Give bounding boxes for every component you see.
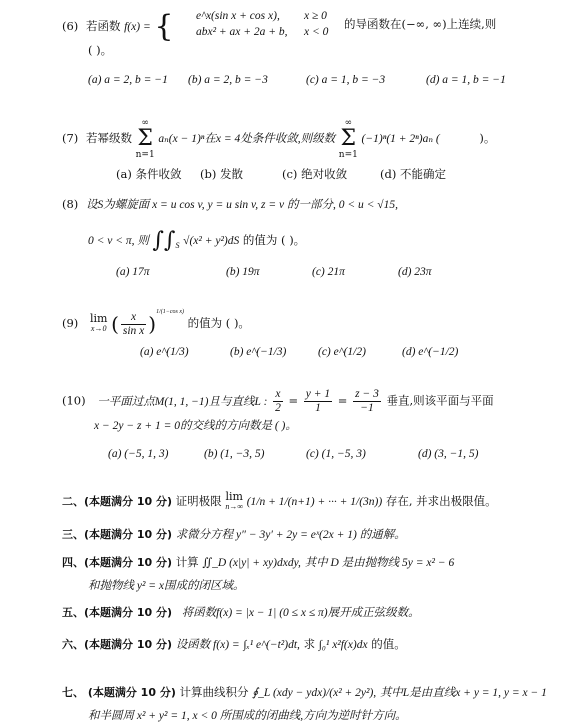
q9-base-den: sin x — [122, 324, 145, 337]
q6-case2-cond: x < 0 — [304, 26, 329, 38]
q9-rparen: ) — [148, 312, 157, 336]
q8-number: (8) — [62, 197, 79, 211]
section-5-heading: 五、(本题满分 10 分) — [62, 606, 173, 619]
q7-number: (7) — [62, 131, 79, 145]
q6-brace: { — [154, 9, 174, 44]
section-6-heading: 六、(本题满分 10 分) — [62, 638, 173, 651]
question-7 — [62, 118, 495, 160]
q7-sigma2-icon: Σ — [340, 126, 357, 151]
section-6-text1: 设函数 f(x) = — [175, 639, 240, 651]
section-3 — [62, 526, 406, 543]
section-2-text2: 存在, 并求出极限值。 — [385, 494, 497, 508]
q9-base-fraction — [121, 311, 146, 338]
q8-choice-c: (c) 21π — [312, 266, 345, 278]
q6-case1-cond: x ≥ 0 — [304, 10, 327, 22]
section-2-lim-text: lim — [225, 490, 243, 503]
q9-choice-d: (d) e^(−1/2) — [402, 346, 459, 358]
q8-choice-d: (d) 23π — [398, 266, 432, 278]
q8-text1: 设S为螺旋面 x = u cos v, y = u sin v, z = v 的一部分, 0 < u < √15, — [85, 199, 398, 211]
section-4-integral: ∬_D (x|y| + xy)dxdy, — [202, 557, 301, 569]
q8-int-domain: S — [175, 241, 180, 250]
q7-end: )。 — [479, 131, 496, 145]
q6-choice-c: (c) a = 1, b = −3 — [306, 74, 386, 86]
section-6-int2: ∫₀¹ x²f(x)dx — [318, 639, 368, 651]
section-7-text2: 其中L是由直线x + y = 1, y = x − 1 — [379, 687, 547, 699]
q7-choice-b: (b) 发散 — [200, 167, 243, 181]
q9-lim-sub: x→0 — [90, 324, 107, 333]
q9-choice-a: (a) e^(1/3) — [140, 346, 189, 358]
section-6-text3: 的值。 — [371, 637, 406, 651]
q9-lim-text: lim — [89, 312, 108, 325]
q9-exponent: 1/(1−cos x) — [156, 309, 184, 315]
section-5-text: 将函数f(x) = |x − 1| (0 ≤ x ≤ π)展开成正弦级数。 — [181, 607, 420, 619]
section-4-line2: 和抛物线 y² = x围成的闭区域。 — [88, 580, 245, 592]
section-5 — [62, 604, 420, 621]
q7-sum1-bot: n=1 — [135, 150, 155, 160]
question-10 — [62, 388, 494, 415]
q9-choice-c: (c) e^(1/2) — [318, 346, 366, 358]
question-6 — [62, 9, 174, 44]
q7-choice-a: (a) 条件收敛 — [116, 167, 182, 181]
q10-f1-den: 2 — [275, 402, 281, 414]
q9-choice-b: (b) e^(−1/3) — [230, 346, 287, 358]
q7-sigma1-icon: Σ — [137, 126, 153, 151]
q7-choice-c: (c) 绝对收敛 — [282, 167, 348, 181]
q8-integrand: √(x² + y²)dS — [183, 235, 240, 247]
q10-f2-den: 1 — [315, 402, 321, 414]
q7-sum1-top: ∞ — [141, 118, 149, 128]
q9-lparen: ( — [111, 312, 119, 336]
q8-line2 — [88, 228, 306, 254]
q10-f3-num: z − 3 — [355, 388, 379, 400]
section-3-heading: 三、(本题满分 10 分) — [62, 528, 173, 541]
section-2-expr: (1/n + 1/(n+1) + ··· + 1/(3n)) — [246, 496, 383, 508]
section-4-text2: 其中 D 是由抛物线 5y = x² − 6 — [304, 557, 455, 569]
question-9 — [62, 304, 250, 338]
q6-case1-expr: e^x(sin x + cos x), — [196, 10, 280, 22]
q10-fraction-z — [353, 388, 381, 415]
question-8 — [62, 196, 398, 213]
q9-number: (9) — [62, 316, 79, 330]
q10-fraction-y — [304, 388, 332, 415]
q7-sum2-bot: n=1 — [338, 150, 358, 160]
q10-f1-num: x — [273, 388, 283, 402]
q10-fraction-x — [273, 388, 283, 415]
q10-eq1: = — [288, 393, 299, 408]
q10-number: (10) — [62, 393, 86, 408]
q8-double-integral-icon: ∫∫ — [152, 228, 176, 253]
q8-choice-b: (b) 19π — [226, 266, 260, 278]
q10-text2: x − 2y − z + 1 = 0的交线的方向数是 ( )。 — [94, 420, 297, 432]
q7-choice-d: (d) 不能确定 — [380, 167, 446, 181]
q10-choice-b: (b) (1, −3, 5) — [204, 448, 265, 460]
q9-lim — [90, 314, 107, 334]
section-3-text: 求微分方程 y″ − 3y′ + 2y = eˣ(2x + 1) 的通解。 — [175, 529, 406, 541]
section-2-heading: 二、(本题满分 10 分) — [62, 495, 173, 508]
q10-choice-d: (d) (3, −1, 5) — [418, 448, 479, 460]
section-2-text1: 证明极限 — [175, 494, 222, 508]
q8-text2b: 的值为 ( )。 — [242, 233, 306, 247]
section-7 — [62, 684, 547, 701]
q6-suffix: 的导函数在(−∞, ∞)上连续,则 — [344, 17, 497, 31]
q9-text: 的值为 ( )。 — [187, 316, 250, 330]
section-4 — [62, 554, 454, 571]
q8-text2a: 0 < v < π, 则 — [88, 235, 149, 247]
section-6-int1: ∫ₓ¹ e^(−t²)dt, — [243, 639, 300, 651]
q7-sum2-top: ∞ — [344, 118, 353, 128]
q10-f2-num: y + 1 — [305, 388, 331, 400]
section-4-heading: 四、(本题满分 10 分) — [62, 556, 173, 569]
q6-answer-paren: ( )。 — [88, 43, 113, 57]
q7-term2: (−1)ⁿ(1 + 2ⁿ)aₙ ( — [361, 133, 440, 145]
q9-base-num: x — [121, 311, 146, 325]
q6-number: (6) — [62, 19, 79, 33]
section-7-heading: 七、 (本题满分 10 分) — [62, 686, 176, 699]
section-2-lim — [225, 492, 243, 512]
section-7-line2: 和半圆周 x² + y² = 1, x < 0 所围成的闭曲线,方向为逆时针方向。 — [88, 710, 407, 722]
q6-prefix: 若函数 — [85, 19, 121, 33]
section-7-text1: 计算曲线积分 — [179, 685, 249, 699]
q6-case1 — [196, 8, 327, 24]
q10-eq2: = — [337, 393, 348, 408]
q6-choice-a: (a) a = 2, b = −1 — [88, 74, 168, 86]
section-6 — [62, 636, 406, 653]
q10-choice-c: (c) (1, −5, 3) — [306, 448, 366, 460]
q7-term1: aₙ(x − 1)ⁿ在x = 4处条件收敛,则级数 — [158, 133, 336, 145]
q10-choice-a: (a) (−5, 1, 3) — [108, 448, 169, 460]
section-7-integral: ∮_L (xdy − ydx)/(x² + 2y²), — [252, 687, 377, 699]
q10-text1a: 一平面过点M(1, 1, −1)且与直线L : — [97, 395, 268, 408]
section-4-text1: 计算 — [175, 555, 199, 569]
q7-sum2 — [339, 118, 358, 160]
section-2-lim-sub: n→∞ — [225, 502, 244, 511]
q10-f3-den: −1 — [360, 402, 374, 414]
q7-sum1 — [136, 118, 155, 160]
q6-choice-b: (b) a = 2, b = −3 — [188, 74, 268, 86]
q6-choice-d: (d) a = 1, b = −1 — [426, 74, 506, 86]
q6-case2-expr: abx² + ax + 2a + b, — [196, 26, 288, 38]
section-2 — [62, 492, 497, 512]
q6-case2 — [196, 24, 329, 40]
q10-text1b: 垂直,则该平面与平面 — [386, 393, 494, 408]
q7-text1: 若幂级数 — [85, 131, 132, 145]
q6-fx: f(x) = — [124, 21, 151, 33]
q8-choice-a: (a) 17π — [116, 266, 150, 278]
section-6-text2: 求 — [303, 637, 316, 651]
